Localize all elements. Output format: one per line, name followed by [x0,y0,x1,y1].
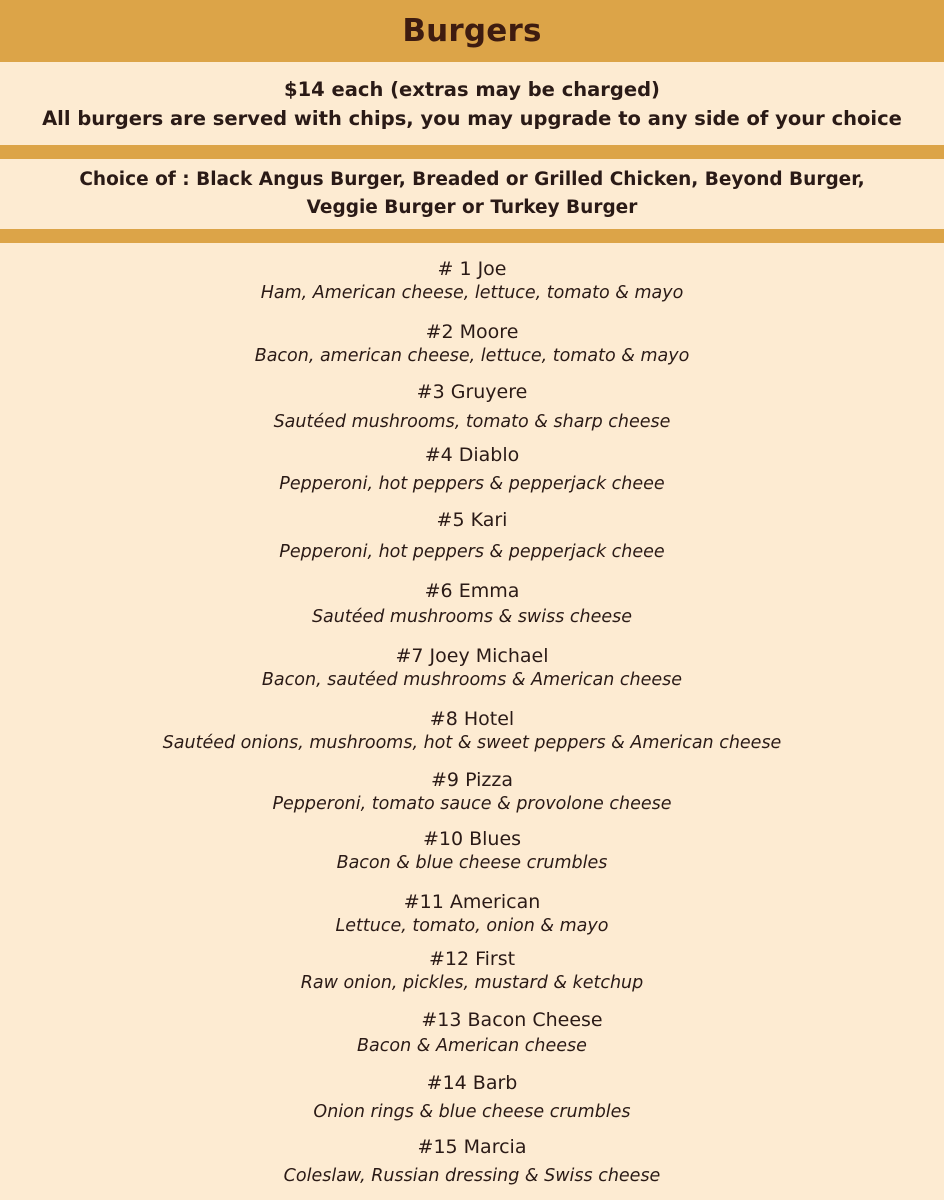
item-description: Coleslaw, Russian dressing & Swiss cheese [283,1166,661,1186]
menu-item [0,1135,944,1188]
item-description: Pepperoni, tomato sauce & provolone cheese [272,794,672,814]
item-name: #11 American [403,891,541,913]
choice-line: Choice of : Black Angus Burger, Breaded or Grilled Chicken, Beyond Burger, [79,169,865,190]
menu-item [0,1008,944,1058]
item-description: Sautéed mushrooms & swiss cheese [311,607,633,627]
menu-item [0,320,944,368]
sides-note: All burgers are served with chips, you may upgrade to any side of your choice [42,107,902,130]
menu-item [0,827,944,875]
item-name: #8 Hotel [429,708,515,730]
menu-header-band [0,0,944,62]
item-name: #15 Marcia [417,1136,527,1158]
item-description: Bacon, american cheese, lettuce, tomato & mayo [254,346,690,366]
menu-item [0,380,944,434]
menu-item [0,644,944,692]
menu-item [0,508,944,564]
item-name: #12 First [428,948,516,970]
item-name: # 1 Joe [437,258,507,280]
item-name: #7 Joey Michael [395,645,549,667]
choice-line-2: Veggie Burger or Turkey Burger [306,197,638,218]
item-name: #14 Barb [426,1072,518,1094]
pricing-line: $14 each (extras may be charged) [284,78,660,101]
item-description: Pepperoni, hot peppers & pepperjack cheee [279,474,665,494]
menu-item [0,947,944,995]
divider-band [0,229,944,243]
item-name: #5 Kari [436,509,508,531]
item-description: Raw onion, pickles, mustard & ketchup [300,973,644,993]
item-name: #2 Moore [425,321,519,343]
item-description: Pepperoni, hot peppers & pepperjack cheee [279,542,665,562]
menu-item [0,890,944,938]
menu-item [0,707,944,755]
item-description: Bacon & American cheese [357,1036,587,1056]
menu-item [0,1071,944,1124]
menu-item [0,257,944,305]
page-title: Burgers [402,13,542,49]
item-description: Bacon, sautéed mushrooms & American cheese [261,670,683,690]
menu-item [0,443,944,496]
menu-item [0,768,944,816]
item-description: Lettuce, tomato, onion & mayo [335,916,609,936]
item-description: Ham, American cheese, lettuce, tomato & mayo [260,283,684,303]
menu-item [0,579,944,629]
item-name: #13 Bacon Cheese [421,1009,603,1031]
item-description: Onion rings & blue cheese crumbles [313,1102,631,1122]
item-description: Bacon & blue cheese crumbles [336,853,608,873]
choice-info [0,166,944,222]
item-name: #4 Diablo [424,444,520,466]
item-name: #3 Gruyere [416,381,528,403]
item-description: Sautéed onions, mushrooms, hot & sweet peppers & American cheese [162,733,782,753]
item-name: #10 Blues [422,828,522,850]
item-name: #6 Emma [424,580,520,602]
divider-band [0,145,944,159]
item-name: #9 Pizza [431,769,513,791]
pricing-info [0,75,944,133]
item-description: Sautéed mushrooms, tomato & sharp cheese [273,412,671,432]
